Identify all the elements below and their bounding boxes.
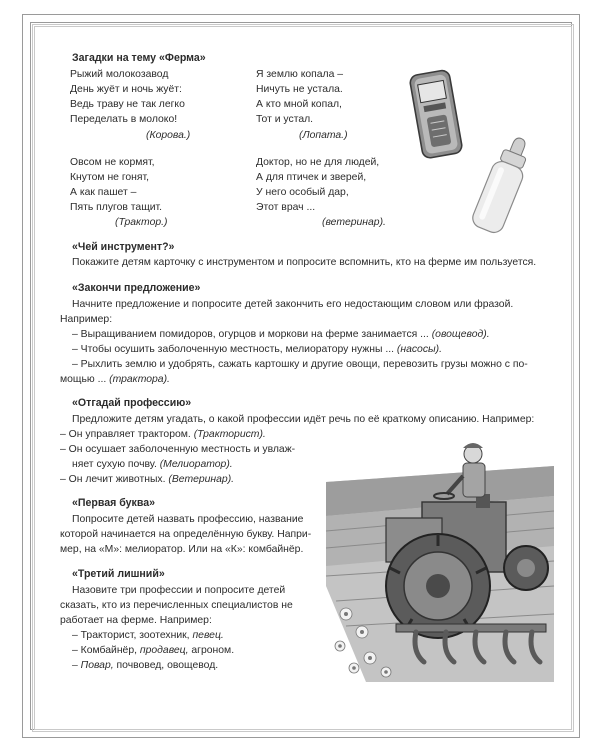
riddle-answer: (Лопата.) (299, 130, 348, 141)
example-line: – Он осушает заболоченную местность и увлаж- (60, 444, 296, 455)
paragraph: Предложите детям угадать, о какой профессии идёт речь по её краткому описанию. Например: (72, 414, 535, 425)
riddle-answer: (Трактор.) (115, 217, 168, 228)
milk-counter-illustration (404, 66, 470, 162)
riddles-title: Загадки на тему «Ферма» (72, 52, 206, 64)
riddle-line: Ничуть не устала. (256, 84, 343, 95)
paragraph: Попросите детей назвать профессию, название (72, 514, 304, 525)
paragraph: Начните предложение и попросите детей закончить его недостающим словом или фразой. (72, 299, 514, 310)
paragraph: мер, на «М»: мелиоратор. Или на «К»: комбайнёр. (60, 544, 304, 555)
riddle-line: У него особый дар, (256, 187, 349, 198)
paragraph: Например: (60, 314, 113, 325)
riddle-line: Переделать в молоко! (70, 114, 178, 125)
paragraph: работает на ферме. Например: (60, 615, 212, 626)
baby-bottle-illustration (470, 134, 540, 240)
section-whose-tool-text: Покажите детям карточку с инструментом и попросите вспомнить, кто на ферме им пользуется. (72, 257, 537, 268)
riddle-line: Доктор, но не для людей, (256, 157, 380, 168)
section-odd-one-out-title: «Третий лишний» (72, 568, 165, 580)
riddle-line: Рыжий молокозавод (70, 69, 169, 80)
example-line: – Он лечит животных. (Ветеринар). (60, 474, 235, 485)
example-line: – Тракторист, зоотехник, певец. (72, 630, 224, 641)
section-first-letter-title: «Первая буква» (72, 497, 156, 509)
riddle-line: Тот и устал. (256, 114, 314, 125)
riddle-line: А как пашет – (70, 187, 137, 198)
riddle-line: Пять плугов тащит. (70, 202, 163, 213)
example-line: мощью ... (трактора). (60, 374, 170, 385)
riddle-answer: (ветеринар). (322, 217, 386, 228)
paragraph: сказать, кто из перечисленных специалистов не (60, 600, 293, 611)
riddle-line: День жуёт и ночь жуёт: (70, 84, 182, 95)
section-guess-profession-title: «Отгадай профессию» (72, 397, 192, 409)
example-line: – Комбайнёр, продавец, агроном. (72, 645, 235, 656)
section-whose-tool-title: «Чей инструмент?» (72, 241, 175, 253)
riddle-line: А кто мной копал, (256, 99, 342, 110)
riddle-line: А для птичек и зверей, (256, 172, 367, 183)
paragraph: которой начинается на определённую букву. Напри- (60, 529, 312, 540)
example-line: – Чтобы осушить заболоченную местность, мелиоратору нужны ... (насосы). (72, 344, 443, 355)
example-line: – Рыхлить землю и удобрять, сажать картошку и другие овощи, перевозить грузы можно с по- (72, 359, 528, 370)
section-finish-sentence-title: «Закончи предложение» (72, 282, 201, 294)
tractor-illustration (326, 436, 554, 682)
riddle-line: Я землю копала – (256, 69, 344, 80)
riddle-line: Ведь траву не так легко (70, 99, 185, 110)
example-line: – Выращиванием помидоров, огурцов и моркови на ферме занимается ... (овощевод). (72, 329, 490, 340)
riddle-line: Этот врач ... (256, 202, 316, 213)
riddle-line: Кнутом не гонят, (70, 172, 150, 183)
riddle-line: Овсом не кормят, (70, 157, 155, 168)
example-line: няет сухую почву. (Мелиоратор). (72, 459, 233, 470)
paragraph: Назовите три профессии и попросите детей (72, 585, 286, 596)
example-line: – Он управляет трактором. (Тракторист). (60, 429, 266, 440)
riddle-answer: (Корова.) (146, 130, 191, 141)
example-line: – Повар, почвовед, овощевод. (72, 660, 219, 671)
